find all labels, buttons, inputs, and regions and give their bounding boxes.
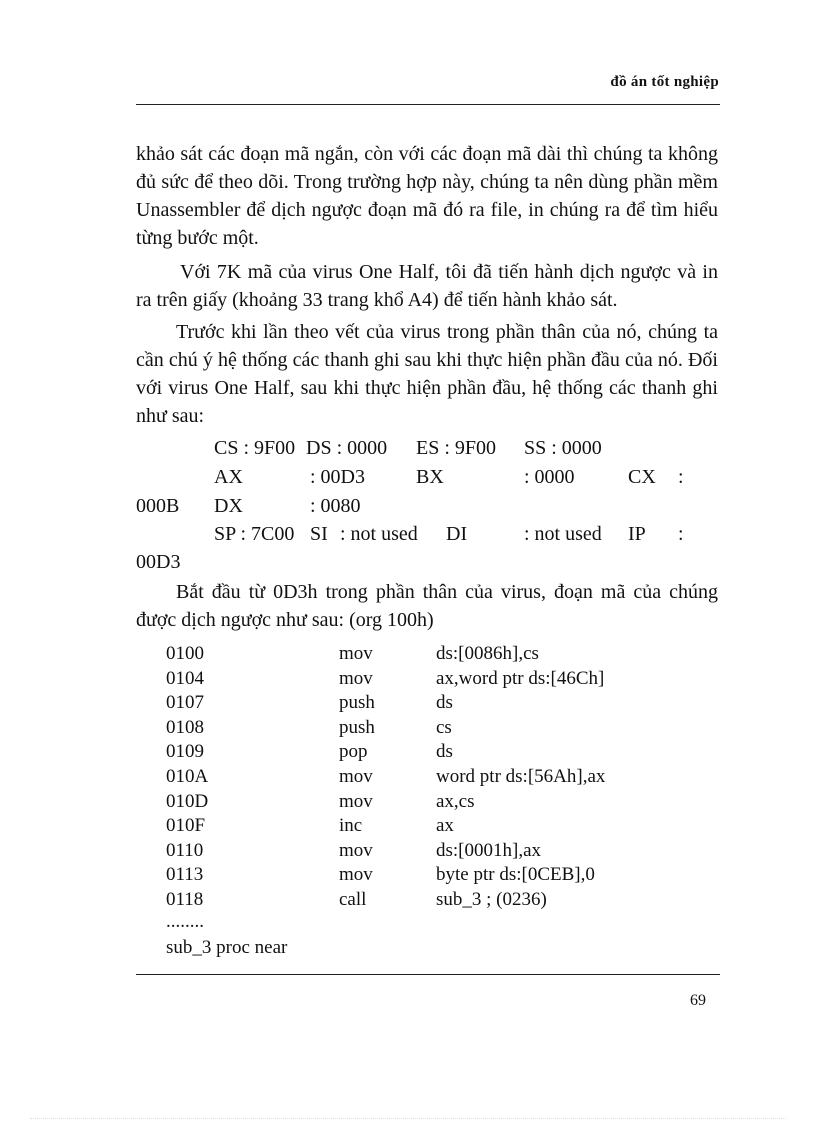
code-addr: 010D <box>166 791 209 812</box>
code-proc: sub_3 proc near <box>166 937 288 958</box>
code-op: mov <box>339 668 373 689</box>
code-args: ax <box>436 815 454 836</box>
code-args: ds <box>436 692 453 713</box>
code-args: byte ptr ds:[0CEB],0 <box>436 864 595 885</box>
code-addr: 0100 <box>166 643 204 664</box>
reg-ax-val: : 00D3 <box>310 466 365 488</box>
code-addr: 0109 <box>166 741 204 762</box>
code-addr: 010A <box>166 766 209 787</box>
code-addr: 0113 <box>166 864 204 885</box>
paragraph-1: khảo sát các đoạn mã ngắn, còn với các đoạn mã dài thì chúng ta không đủ sức để theo dõi. Trong trường hợp này, chúng ta nên dùng phần mềm Unassembler để dịch ngược đoạn mã đó ra file, in chúng ra để tìm hiểu từng bước một. <box>136 143 718 249</box>
reg-ip-sep: : <box>678 523 684 545</box>
reg-cx-name: CX <box>628 466 656 488</box>
code-op: call <box>339 889 367 910</box>
code-args: ax,cs <box>436 791 475 812</box>
reg-dx-name: DX <box>214 495 243 517</box>
reg-es: ES : 9F00 <box>416 437 497 459</box>
code-op: push <box>339 717 375 738</box>
page-edge-dotted-line <box>30 1118 786 1119</box>
header-title: đồ án tốt nghiệp <box>610 74 719 90</box>
page-number: 69 <box>690 992 706 1009</box>
reg-ip-val: 00D3 <box>136 551 181 573</box>
code-op: mov <box>339 840 373 861</box>
code-addr: 0108 <box>166 717 204 738</box>
code-op: mov <box>339 791 373 812</box>
reg-ss: SS : 0000 <box>524 437 602 459</box>
reg-sp: SP : 7C00 <box>214 523 295 545</box>
code-addr: 0110 <box>166 840 204 861</box>
reg-cx-sep: : <box>678 466 684 488</box>
reg-bx-val: : 0000 <box>524 466 575 488</box>
code-args: ds:[0086h],cs <box>436 643 539 664</box>
footer-rule <box>136 974 720 975</box>
code-op: inc <box>339 815 363 836</box>
code-args: cs <box>436 717 452 738</box>
code-op: mov <box>339 766 373 787</box>
reg-ax-name: AX <box>214 466 243 488</box>
header-rule <box>136 104 720 105</box>
reg-ds: DS : 0000 <box>306 437 388 459</box>
code-args: ds <box>436 741 453 762</box>
reg-si-val: : not used <box>340 523 418 545</box>
paragraph-4: Bắt đầu từ 0D3h trong phần thân của virus, đoạn mã của chúng được dịch ngược như sau: (org 100h) <box>136 581 718 631</box>
reg-si-name: SI <box>310 523 328 545</box>
reg-di-val: : not used <box>524 523 602 545</box>
code-op: mov <box>339 864 373 885</box>
code-op: mov <box>339 643 373 664</box>
code-addr: 0118 <box>166 889 204 910</box>
reg-di-name: DI <box>446 523 468 545</box>
code-addr: 0107 <box>166 692 204 713</box>
code-args: word ptr ds:[56Ah],ax <box>436 766 606 787</box>
code-args: sub_3 ; (0236) <box>436 889 547 910</box>
code-op: push <box>339 692 375 713</box>
paragraph-2: Với 7K mã của virus One Half, tôi đã tiến hành dịch ngược và in ra trên giấy (khoảng 33 trang khổ A4) để tiến hành khảo sát. <box>136 261 718 311</box>
code-args: ax,word ptr ds:[46Ch] <box>436 668 605 689</box>
code-addr: 0104 <box>166 668 204 689</box>
code-addr: 010F <box>166 815 206 836</box>
paragraph-3: Trước khi lần theo vết của virus trong phần thân của nó, chúng ta cần chú ý hệ thống các thanh ghi sau khi thực hiện phần đầu của nó. Đối với virus One Half, sau khi thực hiện phần đầu, hệ thống các thanh ghi như sau: <box>136 321 718 427</box>
code-op: pop <box>339 741 368 762</box>
reg-cx-val: 000B <box>136 495 180 517</box>
reg-ip-name: IP <box>628 523 646 545</box>
code-ellipsis: ........ <box>166 911 204 932</box>
code-args: ds:[0001h],ax <box>436 840 542 861</box>
reg-bx-name: BX <box>416 466 444 488</box>
reg-cs: CS : 9F00 <box>214 437 296 459</box>
reg-dx-val: : 0080 <box>310 495 361 517</box>
